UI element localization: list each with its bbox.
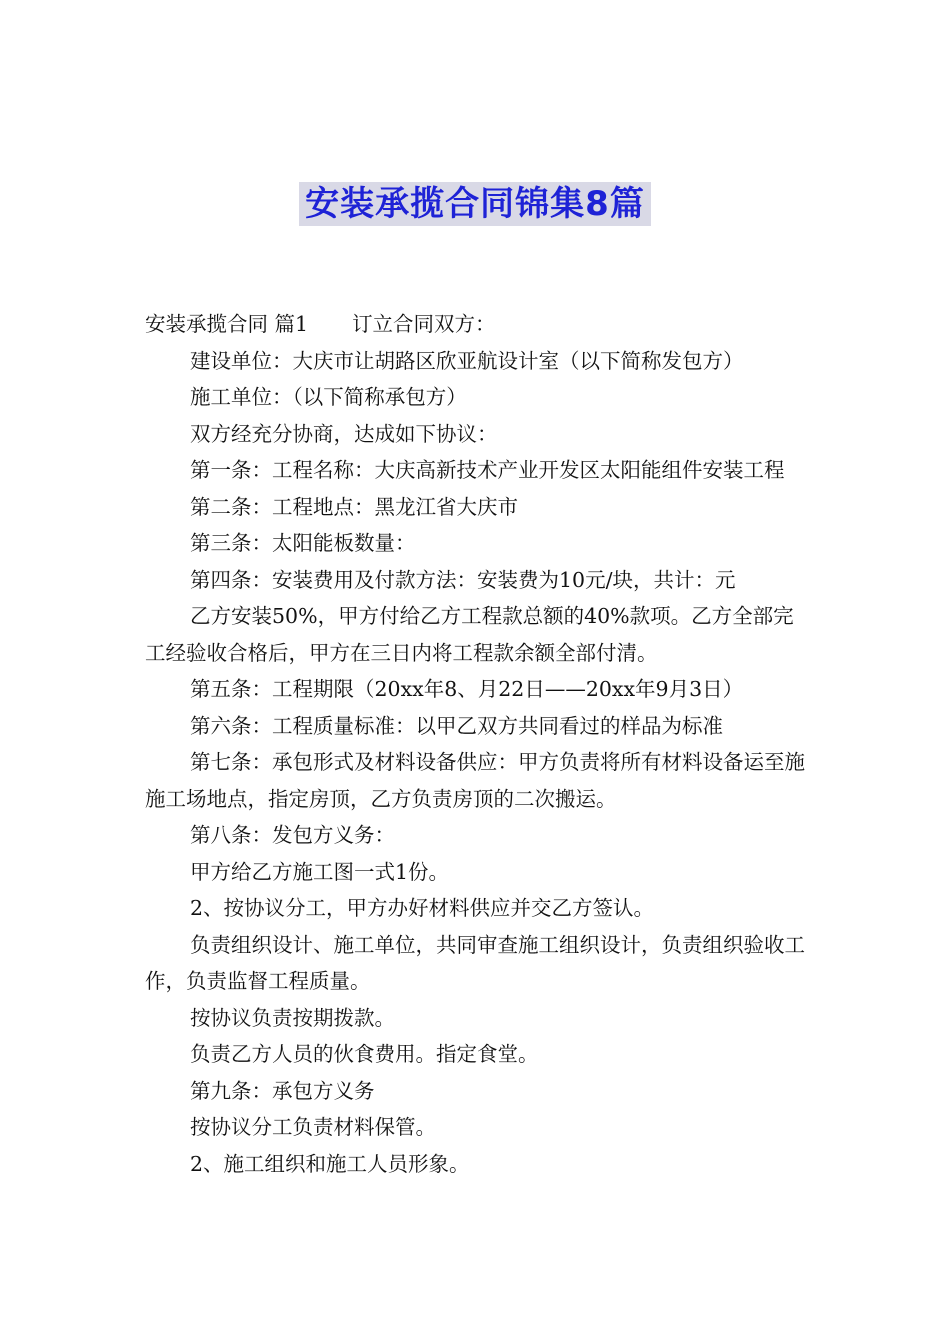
paragraph: 第九条：承包方义务: [190, 1078, 375, 1103]
paragraph: 第七条：承包形式及材料设备供应：甲方负责将所有材料设备运至施施工场地点，指定房顶，乙方负责房顶的二次搬运。: [145, 750, 805, 811]
paragraph: 第一条：工程名称：大庆高新技术产业开发区太阳能组件安装工程: [190, 458, 785, 482]
document-body: [145, 306, 810, 1182]
paragraph: 第二条：工程地点：黑龙江省大庆市: [190, 494, 518, 519]
paragraph: 2、施工组织和施工人员形象。: [190, 1151, 470, 1176]
paragraph: 乙方安装50%，甲方付给乙方工程款总额的40%款项。乙方全部完工经验收合格后，甲方在三日内将工程款余额全部付清。: [145, 604, 794, 665]
document-title: [0, 176, 950, 225]
parties-label: 订立合同双方：: [352, 312, 496, 336]
contract-heading: 安装承揽合同 篇1: [145, 312, 309, 336]
paragraph: 第五条：工程期限（20xx年8、月22日——20xx年9月3日）: [190, 677, 744, 701]
paragraph: 甲方给乙方施工图一式1份。: [190, 859, 450, 884]
paragraph: 按协议负责按期拨款。: [190, 1005, 395, 1030]
paragraph: 负责乙方人员的伙食费用。指定食堂。: [190, 1042, 539, 1066]
intro-line: [145, 306, 810, 343]
paragraph: 第三条：太阳能板数量：: [190, 531, 416, 555]
title-text: 安装承揽合同锦集8篇: [299, 182, 651, 226]
paragraph: 第四条：安装费用及付款方法：安装费为10元/块，共计：元: [190, 567, 736, 592]
paragraph: 第八条：发包方义务：: [190, 823, 395, 847]
paragraph: 2、按协议分工，甲方办好材料供应并交乙方签认。: [190, 896, 655, 920]
paragraph: 建设单位：大庆市让胡路区欣亚航设计室（以下简称发包方）: [190, 348, 744, 373]
paragraph: 双方经充分协商，达成如下协议：: [190, 421, 498, 446]
paragraph: 按协议分工负责材料保管。: [190, 1115, 436, 1139]
paragraph: 第六条：工程质量标准：以甲乙双方共同看过的样品为标准: [190, 713, 723, 738]
paragraph: 施工单位：（以下简称承包方）: [190, 385, 467, 409]
paragraph: 负责组织设计、施工单位，共同审查施工组织设计，负责组织验收工作，负责监督工程质量。: [145, 932, 805, 993]
